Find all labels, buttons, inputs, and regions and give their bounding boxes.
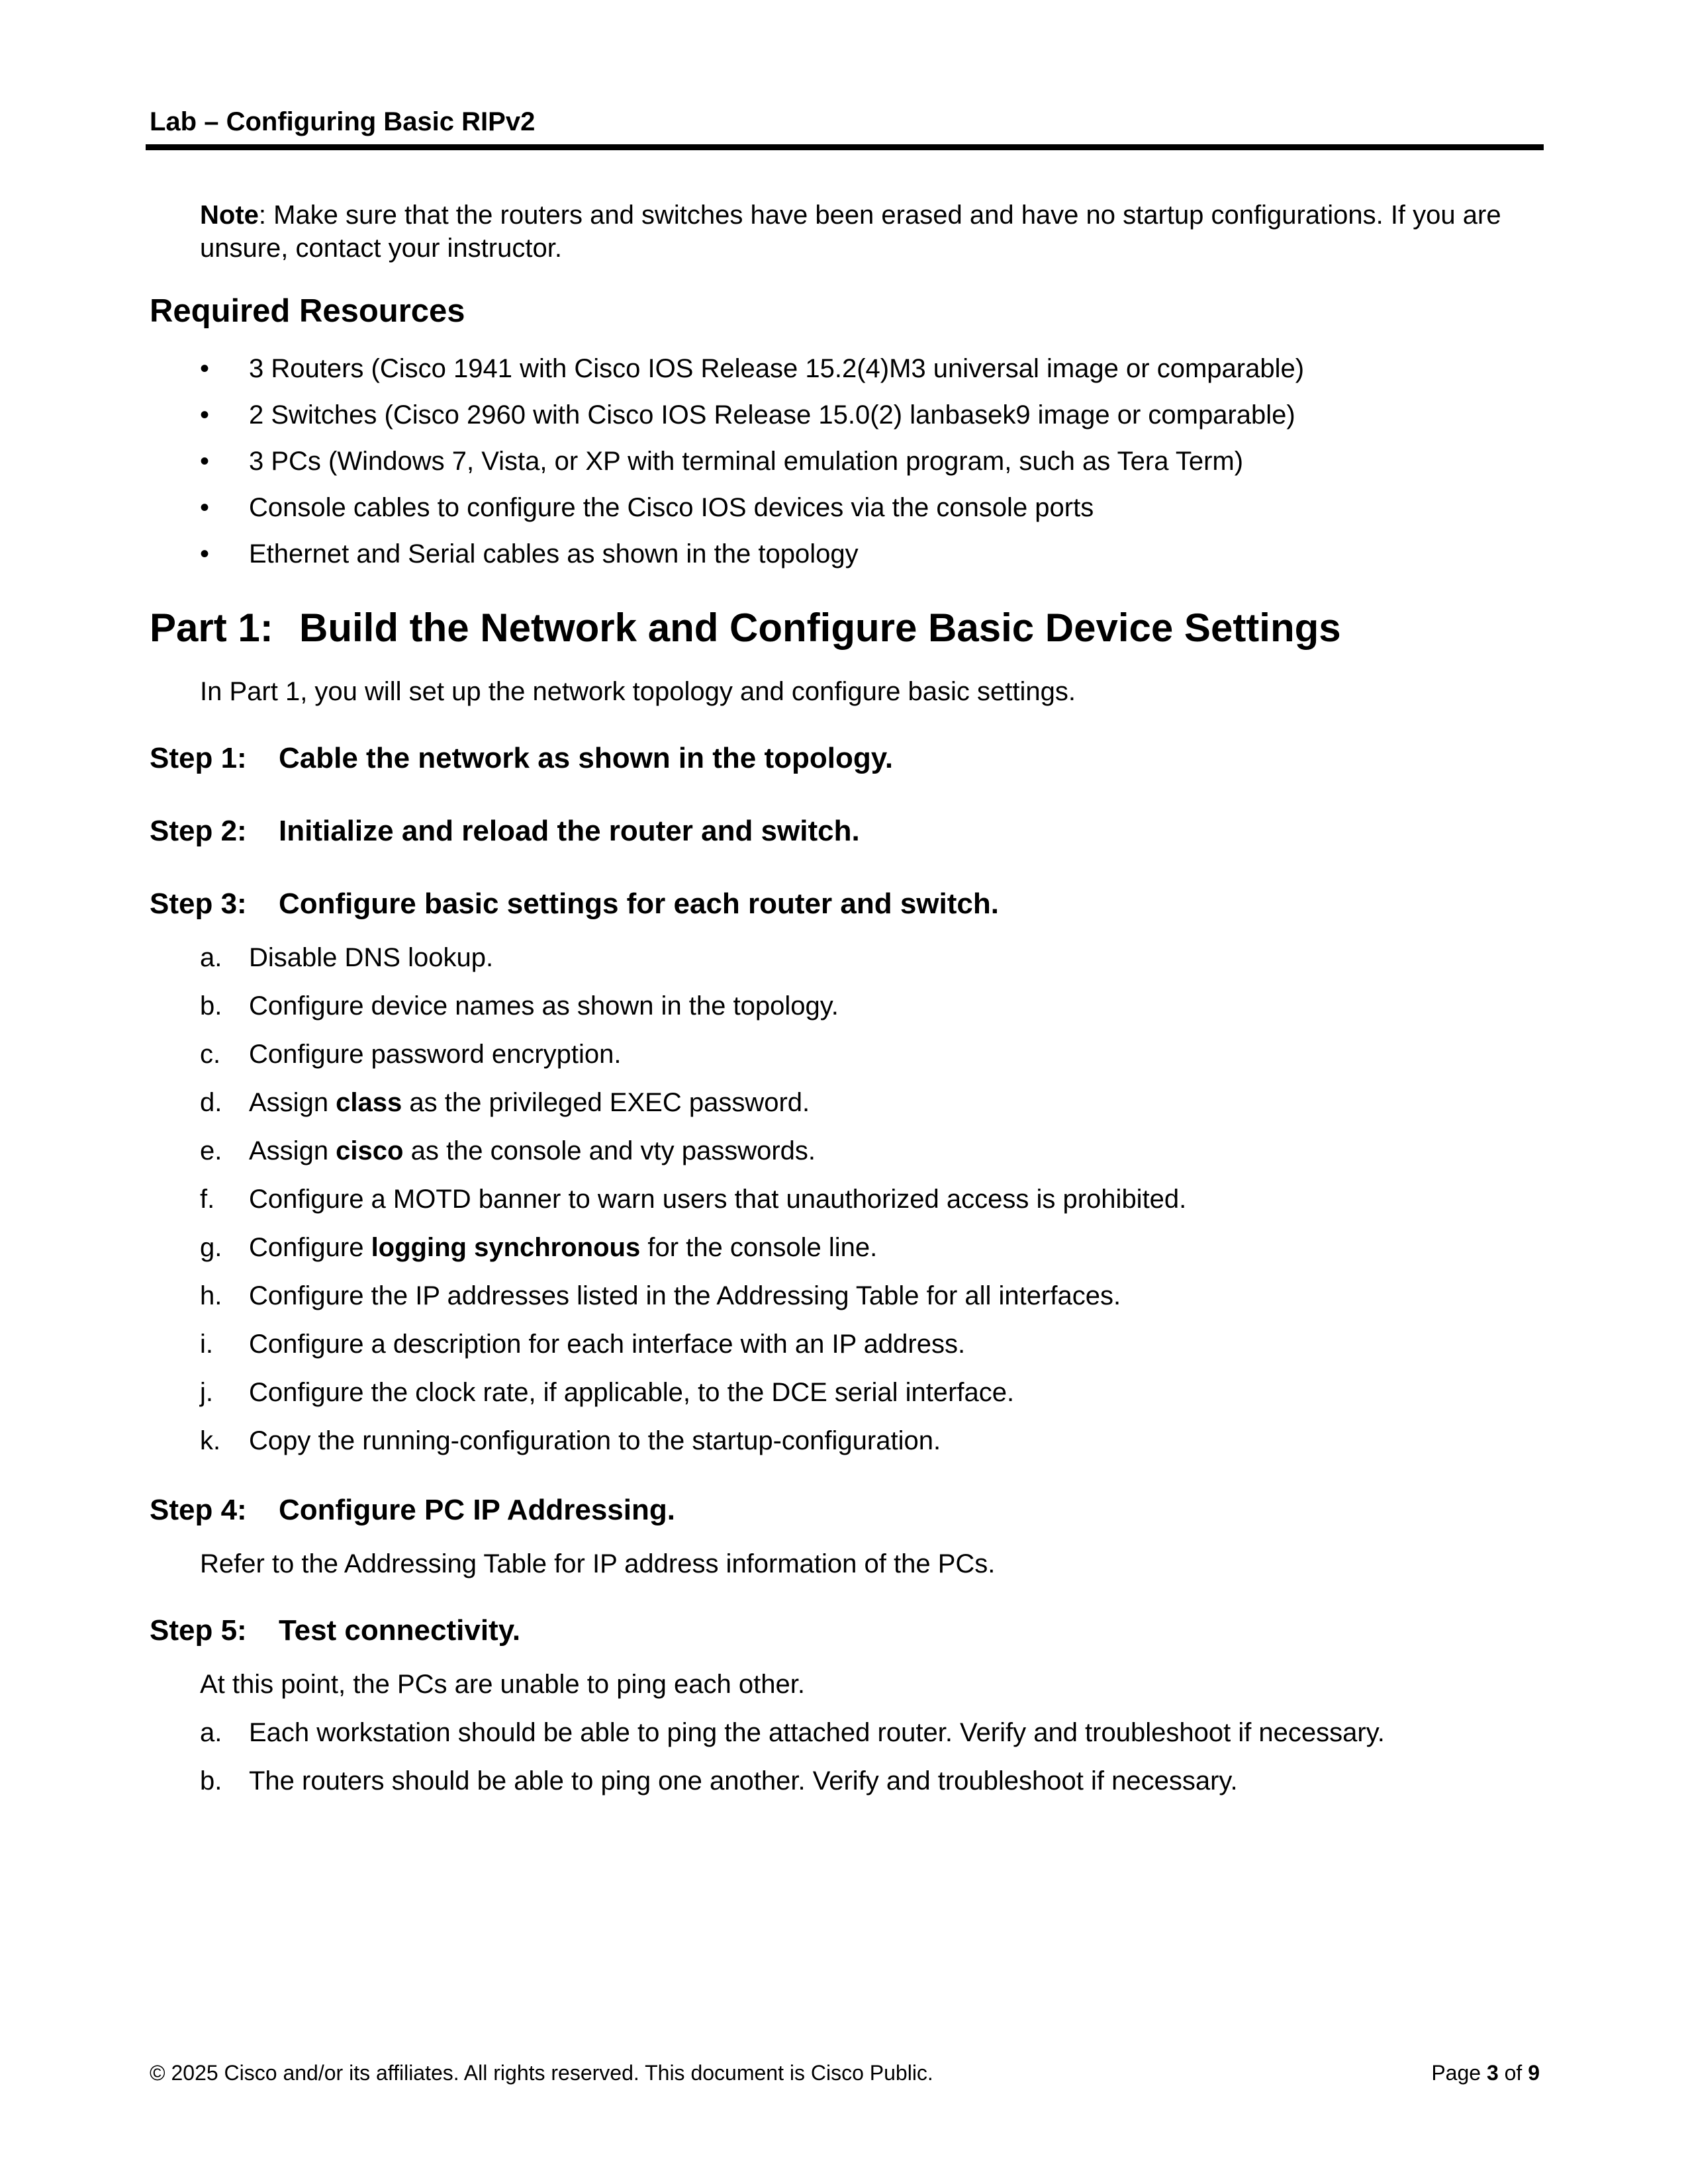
step5-list xyxy=(200,1716,1385,1813)
list-item-text: Assign xyxy=(249,1136,336,1165)
page-of: of xyxy=(1498,2061,1528,2085)
list-item xyxy=(200,1231,1186,1279)
bullet-glyph: • xyxy=(200,447,210,476)
list-item-text: Each workstation should be able to ping the attached router. Verify and troubleshoot if necessary. xyxy=(249,1718,1385,1747)
list-item-text: Configure xyxy=(249,1233,371,1262)
step4-heading xyxy=(150,1492,675,1529)
footer-page-number xyxy=(1431,2060,1540,2086)
step-number: Step 1: xyxy=(150,742,247,774)
list-letter: b. xyxy=(200,1766,222,1796)
step-title: Test connectivity. xyxy=(279,1614,521,1647)
list-item-text-post: as the console and vty passwords. xyxy=(403,1136,816,1165)
bullet-glyph: • xyxy=(200,354,210,383)
list-item xyxy=(200,398,1304,445)
list-item xyxy=(200,445,1304,491)
step1-heading xyxy=(150,740,893,777)
part1-intro: In Part 1, you will set up the network topology and configure basic settings. xyxy=(200,677,1076,706)
step3-list xyxy=(200,941,1186,1473)
note-paragraph xyxy=(200,199,1544,265)
list-letter: i. xyxy=(200,1330,213,1359)
list-item-text: The routers should be able to ping one another. Verify and troubleshoot if necessary. xyxy=(249,1766,1238,1796)
footer-copyright: © 2025 Cisco and/or its affiliates. All rights reserved. This document is Cisco Public. xyxy=(150,2061,933,2085)
step3-heading xyxy=(150,886,999,923)
list-item-text: Configure device names as shown in the topology. xyxy=(249,991,839,1021)
list-item-bold: logging synchronous xyxy=(371,1233,641,1262)
list-item xyxy=(200,1183,1186,1231)
part1-number: Part 1: xyxy=(150,606,273,650)
list-item-text: Ethernet and Serial cables as shown in the topology xyxy=(249,539,859,569)
step-number: Step 5: xyxy=(150,1614,247,1647)
list-item-text: Disable DNS lookup. xyxy=(249,943,494,972)
list-item-text: Configure the IP addresses listed in the Addressing Table for all interfaces. xyxy=(249,1281,1121,1310)
list-item xyxy=(200,1328,1186,1376)
list-letter: k. xyxy=(200,1426,221,1455)
list-item xyxy=(200,352,1304,398)
list-letter: e. xyxy=(200,1136,222,1165)
list-item xyxy=(200,1038,1186,1086)
step-title: Cable the network as shown in the topology. xyxy=(279,742,894,774)
page-total: 9 xyxy=(1528,2061,1540,2085)
list-letter: d. xyxy=(200,1088,222,1117)
note-text: : Make sure that the routers and switches have been erased and have no startup configurations. If you are unsure, contact your instructor. xyxy=(200,201,1501,263)
bullet-glyph: • xyxy=(200,493,210,522)
step5-text: At this point, the PCs are unable to ping each other. xyxy=(200,1670,805,1699)
header-title: Lab – Configuring Basic RIPv2 xyxy=(150,107,536,136)
required-resources-heading: Required Resources xyxy=(150,293,465,329)
list-item xyxy=(200,537,1304,584)
step-title: Configure basic settings for each router and switch. xyxy=(279,887,999,920)
page-current: 3 xyxy=(1486,2061,1499,2085)
list-item-text: 3 Routers (Cisco 1941 with Cisco IOS Release 15.2(4)M3 universal image or comparable) xyxy=(249,354,1305,383)
list-letter: h. xyxy=(200,1281,222,1310)
list-letter: a. xyxy=(200,943,222,972)
bullet-glyph: • xyxy=(200,539,210,569)
list-item-text: Console cables to configure the Cisco IOS devices via the console ports xyxy=(249,493,1094,522)
list-item xyxy=(200,989,1186,1038)
list-item-text: Configure password encryption. xyxy=(249,1040,622,1069)
part1-title: Build the Network and Configure Basic Device Settings xyxy=(299,606,1341,650)
step-number: Step 3: xyxy=(150,887,247,920)
list-item xyxy=(200,1376,1186,1424)
step2-heading xyxy=(150,813,860,850)
list-item-text: Configure a MOTD banner to warn users that unauthorized access is prohibited. xyxy=(249,1185,1187,1214)
step-title: Initialize and reload the router and switch. xyxy=(279,815,860,847)
list-item xyxy=(200,1086,1186,1134)
list-letter: f. xyxy=(200,1185,215,1214)
list-item xyxy=(200,491,1304,537)
list-item-text: 2 Switches (Cisco 2960 with Cisco IOS Release 15.0(2) lanbasek9 image or comparable) xyxy=(249,400,1295,430)
list-item-text-post: as the privileged EXEC password. xyxy=(402,1088,810,1117)
list-letter: j. xyxy=(200,1378,213,1407)
list-item-text: Assign xyxy=(249,1088,336,1117)
list-item-bold: class xyxy=(336,1088,402,1117)
list-item xyxy=(200,1764,1385,1813)
list-item xyxy=(200,1279,1186,1328)
step-number: Step 4: xyxy=(150,1494,247,1526)
step4-text: Refer to the Addressing Table for IP address information of the PCs. xyxy=(200,1549,996,1578)
step5-heading xyxy=(150,1612,520,1649)
list-item xyxy=(200,1424,1186,1473)
bullet-glyph: • xyxy=(200,400,210,430)
list-item-text: Configure the clock rate, if applicable, to the DCE serial interface. xyxy=(249,1378,1015,1407)
list-item-text-post: for the console line. xyxy=(640,1233,878,1262)
page-label: Page xyxy=(1431,2061,1487,2085)
list-letter: g. xyxy=(200,1233,222,1262)
part1-heading xyxy=(150,605,1341,651)
list-item-text: 3 PCs (Windows 7, Vista, or XP with terminal emulation program, such as Tera Term) xyxy=(249,447,1244,476)
step-number: Step 2: xyxy=(150,815,247,847)
list-item xyxy=(200,1134,1186,1183)
list-letter: a. xyxy=(200,1718,222,1747)
list-item-bold: cisco xyxy=(336,1136,404,1165)
list-letter: c. xyxy=(200,1040,221,1069)
step-title: Configure PC IP Addressing. xyxy=(279,1494,675,1526)
list-item-text: Copy the running-configuration to the startup-configuration. xyxy=(249,1426,941,1455)
list-letter: b. xyxy=(200,991,222,1021)
list-item xyxy=(200,1716,1385,1764)
list-item xyxy=(200,941,1186,989)
note-label: Note xyxy=(200,201,259,230)
header-rule xyxy=(146,144,1544,150)
list-item-text: Configure a description for each interface with an IP address. xyxy=(249,1330,966,1359)
resources-list xyxy=(200,352,1304,584)
